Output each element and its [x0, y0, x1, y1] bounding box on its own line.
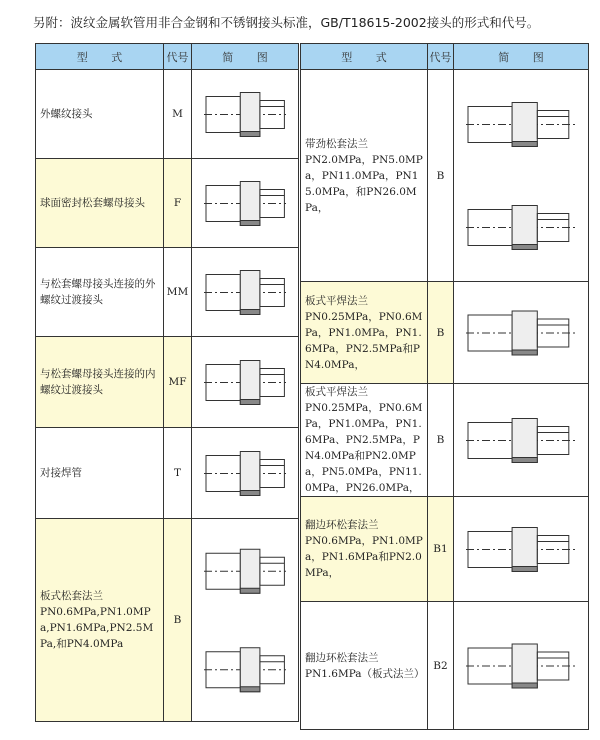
fitting-diagram-icon	[454, 500, 588, 599]
fitting-diagram-icon	[454, 285, 588, 381]
diagram-cell	[454, 282, 589, 384]
code-cell: B	[428, 282, 454, 384]
table-row	[301, 70, 589, 282]
table-row	[301, 497, 589, 602]
type-name: 板式平焊法兰	[305, 386, 368, 398]
diagram-cell	[192, 519, 299, 722]
diagram-cell	[454, 384, 589, 497]
table-row	[36, 159, 299, 248]
table-row	[36, 248, 299, 337]
type-name: 外螺纹接头	[40, 108, 93, 120]
type-cell	[301, 384, 428, 497]
left-table	[35, 43, 299, 722]
fitting-diagram-icon	[192, 73, 298, 156]
table-row	[36, 70, 299, 159]
type-cell	[36, 519, 164, 722]
code-cell: M	[164, 70, 192, 159]
code-cell: B	[428, 70, 454, 282]
type-cell	[301, 282, 428, 384]
pressure-spec: PN1.6MPa（板式法兰）	[305, 667, 425, 680]
type-name: 翻边环松套法兰	[305, 519, 379, 531]
table-row	[301, 282, 589, 384]
type-name: 球面密封松套螺母接头	[40, 197, 145, 209]
fitting-diagram-icon	[454, 391, 588, 490]
type-name: 板式松套法兰	[40, 590, 103, 602]
code-cell: T	[164, 428, 192, 519]
page-title: 另附：波纹金属软管用非合金钢和不锈钢接头标准，GB/T18615-2002接头的形式和代号。	[33, 15, 540, 30]
diagram-cell	[454, 70, 589, 282]
type-name: 翻边环松套法兰	[305, 651, 379, 664]
fitting-diagram-icon	[192, 162, 298, 245]
code-cell: MM	[164, 248, 192, 337]
right-table	[300, 43, 589, 730]
code-cell: B	[428, 384, 454, 497]
fitting-diagram-icon	[454, 73, 588, 279]
fitting-diagram-icon	[192, 431, 298, 516]
header-diagram: 简 图	[192, 44, 299, 70]
fitting-diagram-icon	[454, 605, 588, 727]
pressure-spec: PN0.25MPa，PN0.6MPa，PN1.0MPa，PN1.6MPa，PN2.5MPa和PN4.0MPa，	[305, 310, 423, 371]
table-row	[301, 602, 589, 730]
diagram-cell	[192, 70, 299, 159]
code-cell: B2	[428, 602, 454, 730]
fitting-diagram-icon	[192, 340, 298, 425]
table-row	[301, 384, 589, 497]
pressure-spec: PN0.6MPa,PN1.0MPa,PN1.6MPa,PN2.5MPa,和PN4.0MPa	[40, 606, 154, 650]
pressure-spec: PN0.25MPa，PN0.6MPa，PN1.0MPa，PN1.6MPa、PN2.5MPa，PN4.0MPa和PN2.0MPa，PN5.0MPa，PN11.0MPa，PN26.0MPa，	[305, 402, 423, 494]
diagram-cell	[192, 337, 299, 428]
code-cell: B	[164, 519, 192, 722]
header-diagram: 简 图	[454, 44, 589, 70]
diagram-cell	[192, 159, 299, 248]
type-cell	[36, 70, 164, 159]
diagram-cell	[454, 602, 589, 730]
type-cell	[36, 428, 164, 519]
pressure-spec: PN0.6MPa，PN1.0MPa，PN1.6MPa和PN2.0MPa，	[305, 535, 423, 579]
type-cell	[36, 159, 164, 248]
code-cell: B1	[428, 497, 454, 602]
table-row	[36, 428, 299, 519]
diagram-cell	[192, 428, 299, 519]
type-cell	[301, 497, 428, 602]
type-name: 对接焊管	[40, 467, 82, 479]
type-cell	[301, 602, 428, 730]
type-cell	[36, 337, 164, 428]
header-type: 型 式	[301, 44, 428, 70]
type-cell	[36, 248, 164, 337]
fitting-diagram-icon	[192, 522, 298, 719]
type-name: 与松套螺母接头连接的外螺纹过渡接头	[40, 278, 156, 306]
table-row	[36, 519, 299, 722]
code-cell: MF	[164, 337, 192, 428]
table-row	[36, 337, 299, 428]
fitting-diagram-icon	[192, 251, 298, 334]
header-code: 代号	[164, 44, 192, 70]
type-name: 与松套螺母接头连接的内螺纹过渡接头	[40, 368, 156, 396]
type-cell	[301, 70, 428, 282]
pressure-spec: PN2.0MPa，PN5.0MPa，PN11.0MPa，PN15.0MPa，和PN26.0MPa，	[305, 153, 423, 214]
diagram-cell	[192, 248, 299, 337]
type-name: 板式平焊法兰	[305, 294, 368, 307]
header-code: 代号	[428, 44, 454, 70]
code-cell: F	[164, 159, 192, 248]
header-type: 型 式	[36, 44, 164, 70]
diagram-cell	[454, 497, 589, 602]
type-name: 带劲松套法兰	[305, 137, 368, 150]
